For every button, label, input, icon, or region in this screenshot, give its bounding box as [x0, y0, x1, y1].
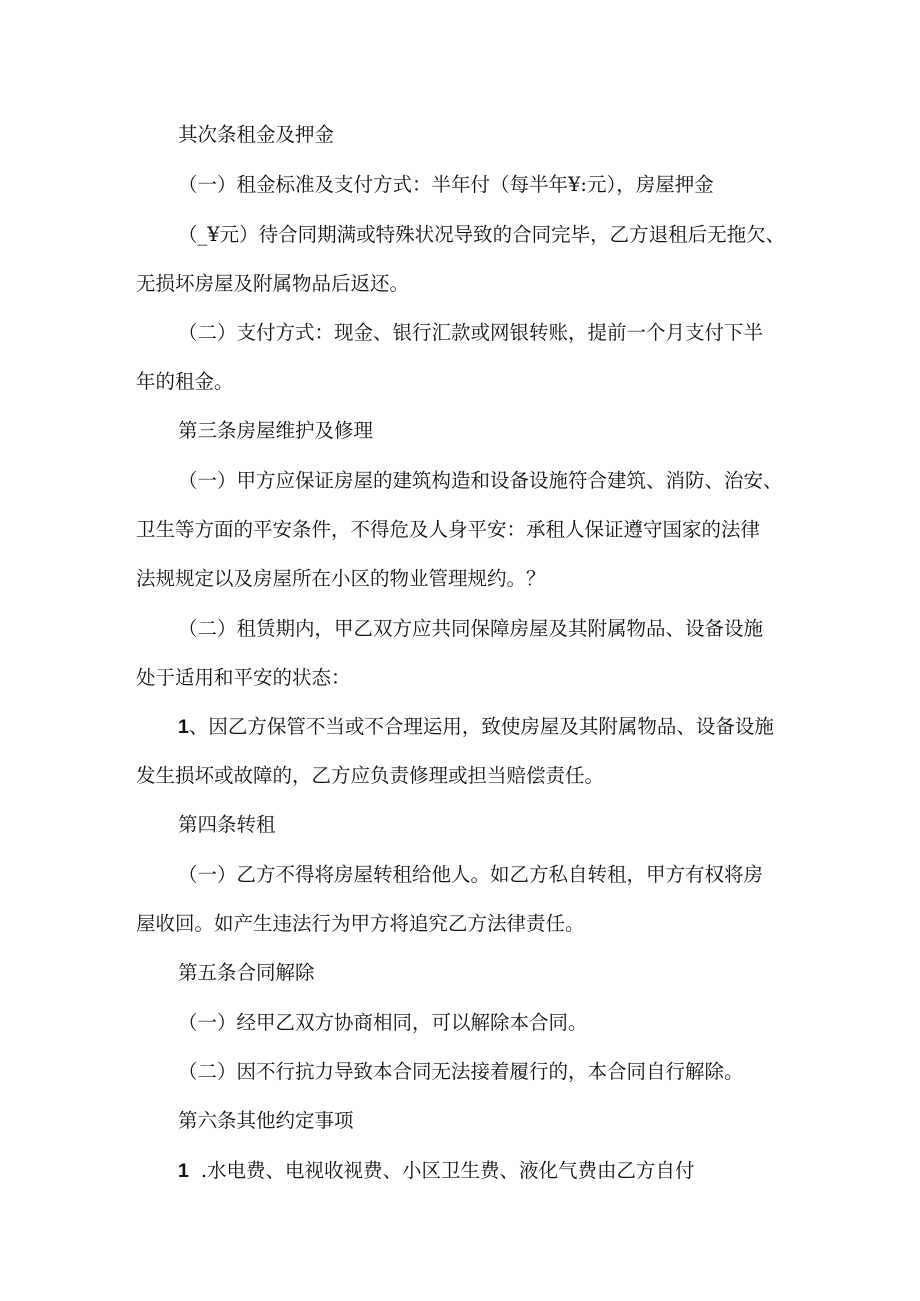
- item-text: .水电费、电视收视费、小区卫生费、液化气费由乙方自付: [200, 1159, 695, 1182]
- item-number: 1: [178, 1160, 189, 1182]
- paragraph-line: （二）因不行抗力导致本合同无法接着履行的，本合同自行解除。: [178, 1060, 744, 1083]
- paragraph-line: （一）经甲乙双方协商相同，可以解除本合同。: [178, 1011, 588, 1034]
- paragraph-line: （一）乙方不得将房屋转租给他人。如乙方私自转租，甲方有权将房: [178, 863, 764, 886]
- paragraph-line: 处于适用和平安的状态：: [136, 666, 351, 689]
- section-heading-5: 第五条合同解除: [178, 961, 315, 984]
- paragraph-line: （二）支付方式：现金、银行汇款或网银转账，提前一个月支付下半: [178, 321, 764, 344]
- paragraph-line: 卫生等方面的平安条件，不得危及人身平安：承租人保证遵守国家的法律: [136, 518, 761, 541]
- paragraph-line: 年的租金。: [136, 370, 234, 393]
- section-heading-6: 第六条其他约定事项: [178, 1109, 354, 1132]
- paragraph-line: 无损坏房屋及附属物品后返还。: [136, 272, 410, 295]
- item-number: 1: [178, 716, 189, 738]
- numbered-item-1: [178, 1158, 695, 1184]
- section-heading-4: 第四条转租: [178, 813, 276, 836]
- numbered-item-1: [178, 714, 774, 740]
- paragraph-line: （二）租赁期内，甲乙双方应共同保障房屋及其附属物品、设备设施: [178, 617, 764, 640]
- paragraph-line: （_¥元）待合同期满或特殊状况导致的合同完毕，乙方退租后无拖欠、: [178, 223, 786, 246]
- paragraph-line: （一）甲方应保证房屋的建筑构造和设备设施符合建筑、消防、治安、: [178, 469, 783, 492]
- section-heading-2: 其次条租金及押金: [178, 123, 335, 146]
- paragraph-line: 发生损坏或故障的，乙方应负责修理或担当赔偿责任。: [136, 764, 605, 787]
- paragraph-line: （一）租金标准及支付方式：半年付（每半年¥:元），房屋押金: [178, 173, 714, 196]
- paragraph-line: 屋收回。如产生违法行为甲方将追究乙方法律责任。: [136, 912, 585, 935]
- item-text: 、因乙方保管不当或不合理运用，致使房屋及其附属物品、设备设施: [188, 715, 774, 738]
- paragraph-line: 法规规定以及房屋所在小区的物业管理规约。？: [136, 567, 546, 590]
- section-heading-3: 第三条房屋维护及修理: [178, 419, 374, 442]
